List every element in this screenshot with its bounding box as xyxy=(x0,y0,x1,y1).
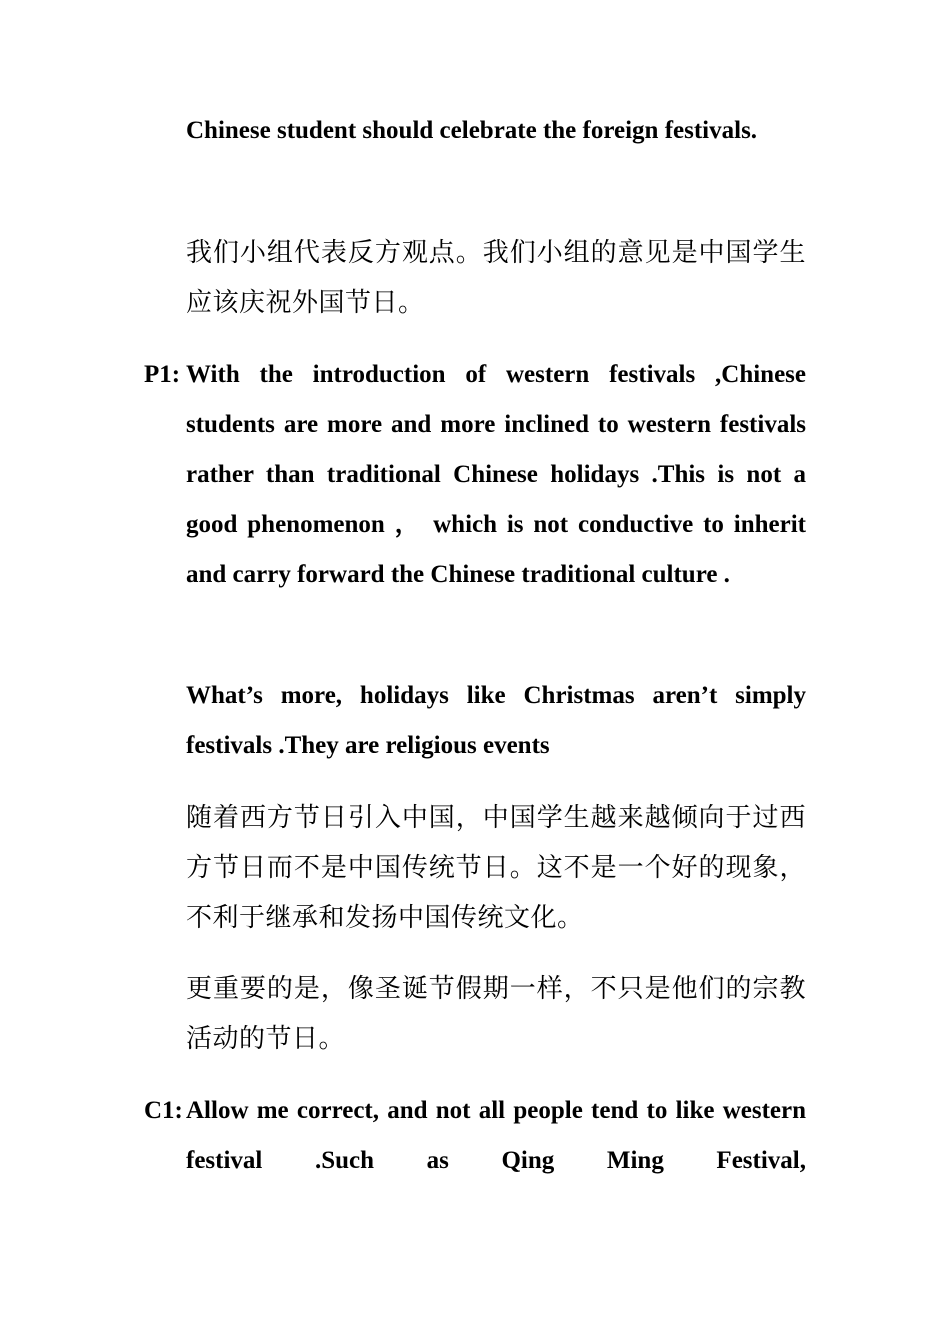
speaker-label-p1: P1: xyxy=(144,361,181,388)
c1-english-paragraph xyxy=(144,1086,806,1186)
p1-english-paragraph xyxy=(144,350,806,600)
speaker-label-c1: C1: xyxy=(144,1097,183,1124)
p1-english-followup: What’s more, holidays like Christmas aren’t simply festivals .They are religious events xyxy=(186,682,806,759)
p1-chinese-paragraph: 随着西方节日引入中国，中国学生越来越倾向于过西方节日而不是中国传统节日。这不是一个好的现象，不利于继承和发扬中国传统文化。 xyxy=(186,803,806,933)
opening-english-paragraph: Chinese student should celebrate the foreign festivals. xyxy=(186,117,758,144)
c1-english-text: Allow me correct, and not all people tend to like western festival .Such as Qing Ming Festival, xyxy=(186,1097,806,1174)
p1-chinese-followup: 更重要的是，像圣诞节假期一样，不只是他们的宗教活动的节日。 xyxy=(186,974,806,1054)
p1-english-text: With the introduction of western festivals ,Chinese students are more and more inclined to western festivals rather than traditional Chinese holidays .This is not a good phenomenon ， which is not conductive to inherit and carry forward the Chinese traditional culture . xyxy=(186,361,806,588)
opening-chinese-paragraph: 我们小组代表反方观点。我们小组的意见是中国学生应该庆祝外国节日。 xyxy=(186,238,806,318)
